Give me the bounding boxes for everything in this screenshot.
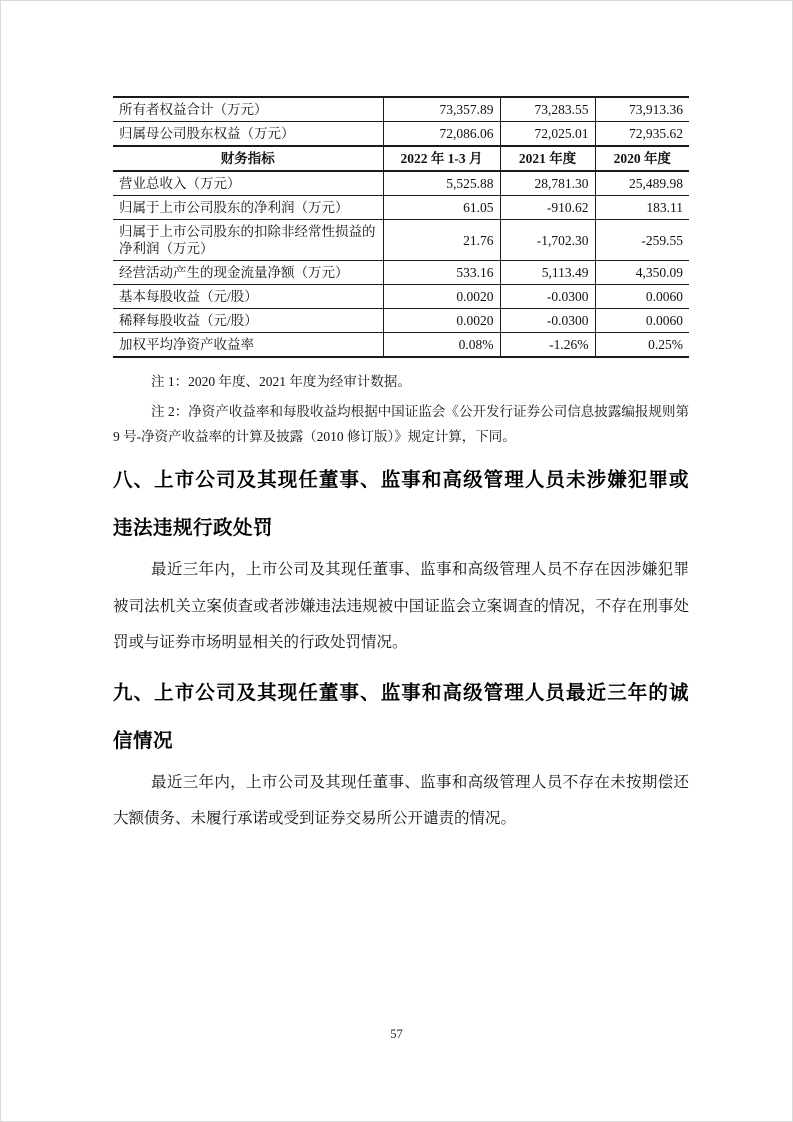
value-cell: 0.0020 — [383, 309, 500, 333]
page-number: 57 — [390, 1027, 403, 1041]
table-row — [113, 97, 689, 122]
value-cell: 0.08% — [383, 333, 500, 358]
table-note-1: 注 1：2020 年度、2021 年度为经审计数据。 — [151, 374, 411, 389]
value-cell: -0.0300 — [500, 285, 595, 309]
header-period-cell: 2022 年 1-3 月 — [383, 146, 500, 171]
value-cell: 72,086.06 — [383, 122, 500, 147]
value-cell: 533.16 — [383, 261, 500, 285]
value-cell: 28,781.30 — [500, 171, 595, 196]
table-note-2: 注 2：净资产收益率和每股收益均根据中国证监会《公开发行证券公司信息披露编报规则第 9 号-净资产收益率的计算及披露（2010 修订版）》规定计算，下同。 — [113, 404, 689, 444]
section-8-paragraph: 最近三年内，上市公司及其现任董事、监事和高级管理人员不存在因涉嫌犯罪被司法机关立案侦查或者涉嫌违法违规被中国证监会立案调查的情况，不存在刑事处罚或与证券市场明显相关的行政处罚情况。 — [113, 561, 689, 651]
table-row — [113, 309, 689, 333]
financial-indicators-table — [113, 96, 689, 358]
value-cell: -910.62 — [500, 196, 595, 220]
section-9-heading: 九、上市公司及其现任董事、监事和高级管理人员最近三年的诚信情况 — [113, 681, 689, 752]
header-indicator-cell: 财务指标 — [113, 146, 383, 171]
value-cell: 0.25% — [595, 333, 689, 358]
table-row — [113, 285, 689, 309]
table-row — [113, 171, 689, 196]
section-9-paragraph: 最近三年内，上市公司及其现任董事、监事和高级管理人员不存在未按期偿还大额债务、未履行承诺或受到证券交易所公开谴责的情况。 — [113, 773, 689, 827]
table-row — [113, 220, 689, 261]
value-cell: 73,283.55 — [500, 97, 595, 122]
value-cell: -1,702.30 — [500, 220, 595, 261]
value-cell: 183.11 — [595, 196, 689, 220]
indicator-label-cell: 基本每股收益（元/股） — [113, 285, 383, 309]
indicator-label-cell: 归属于上市公司股东的净利润（万元） — [113, 196, 383, 220]
indicator-label-cell: 归属母公司股东权益（万元） — [113, 122, 383, 147]
indicator-label-cell: 归属于上市公司股东的扣除非经常性损益的净利润（万元） — [113, 220, 383, 261]
value-cell: 0.0020 — [383, 285, 500, 309]
value-cell: -1.26% — [500, 333, 595, 358]
table-row — [113, 122, 689, 147]
value-cell: 73,357.89 — [383, 97, 500, 122]
table-row — [113, 333, 689, 358]
value-cell: 0.0060 — [595, 309, 689, 333]
value-cell: 5,525.88 — [383, 171, 500, 196]
value-cell: 72,025.01 — [500, 122, 595, 147]
value-cell: -259.55 — [595, 220, 689, 261]
table-header-row — [113, 146, 689, 171]
section-8-heading: 八、上市公司及其现任董事、监事和高级管理人员未涉嫌犯罪或违法违规行政处罚 — [113, 469, 689, 539]
header-period-cell: 2020 年度 — [595, 146, 689, 171]
indicator-label-cell: 稀释每股收益（元/股） — [113, 309, 383, 333]
value-cell: 72,935.62 — [595, 122, 689, 147]
value-cell: -0.0300 — [500, 309, 595, 333]
value-cell: 4,350.09 — [595, 261, 689, 285]
indicator-label-cell: 所有者权益合计（万元） — [113, 97, 383, 122]
value-cell: 21.76 — [383, 220, 500, 261]
table-row — [113, 196, 689, 220]
value-cell: 0.0060 — [595, 285, 689, 309]
page-content — [113, 96, 689, 838]
value-cell: 25,489.98 — [595, 171, 689, 196]
header-period-cell: 2021 年度 — [500, 146, 595, 171]
table-row — [113, 261, 689, 285]
indicator-label-cell: 经营活动产生的现金流量净额（万元） — [113, 261, 383, 285]
value-cell: 61.05 — [383, 196, 500, 220]
indicator-label-cell: 营业总收入（万元） — [113, 171, 383, 196]
indicator-label-cell: 加权平均净资产收益率 — [113, 333, 383, 358]
value-cell: 73,913.36 — [595, 97, 689, 122]
value-cell: 5,113.49 — [500, 261, 595, 285]
